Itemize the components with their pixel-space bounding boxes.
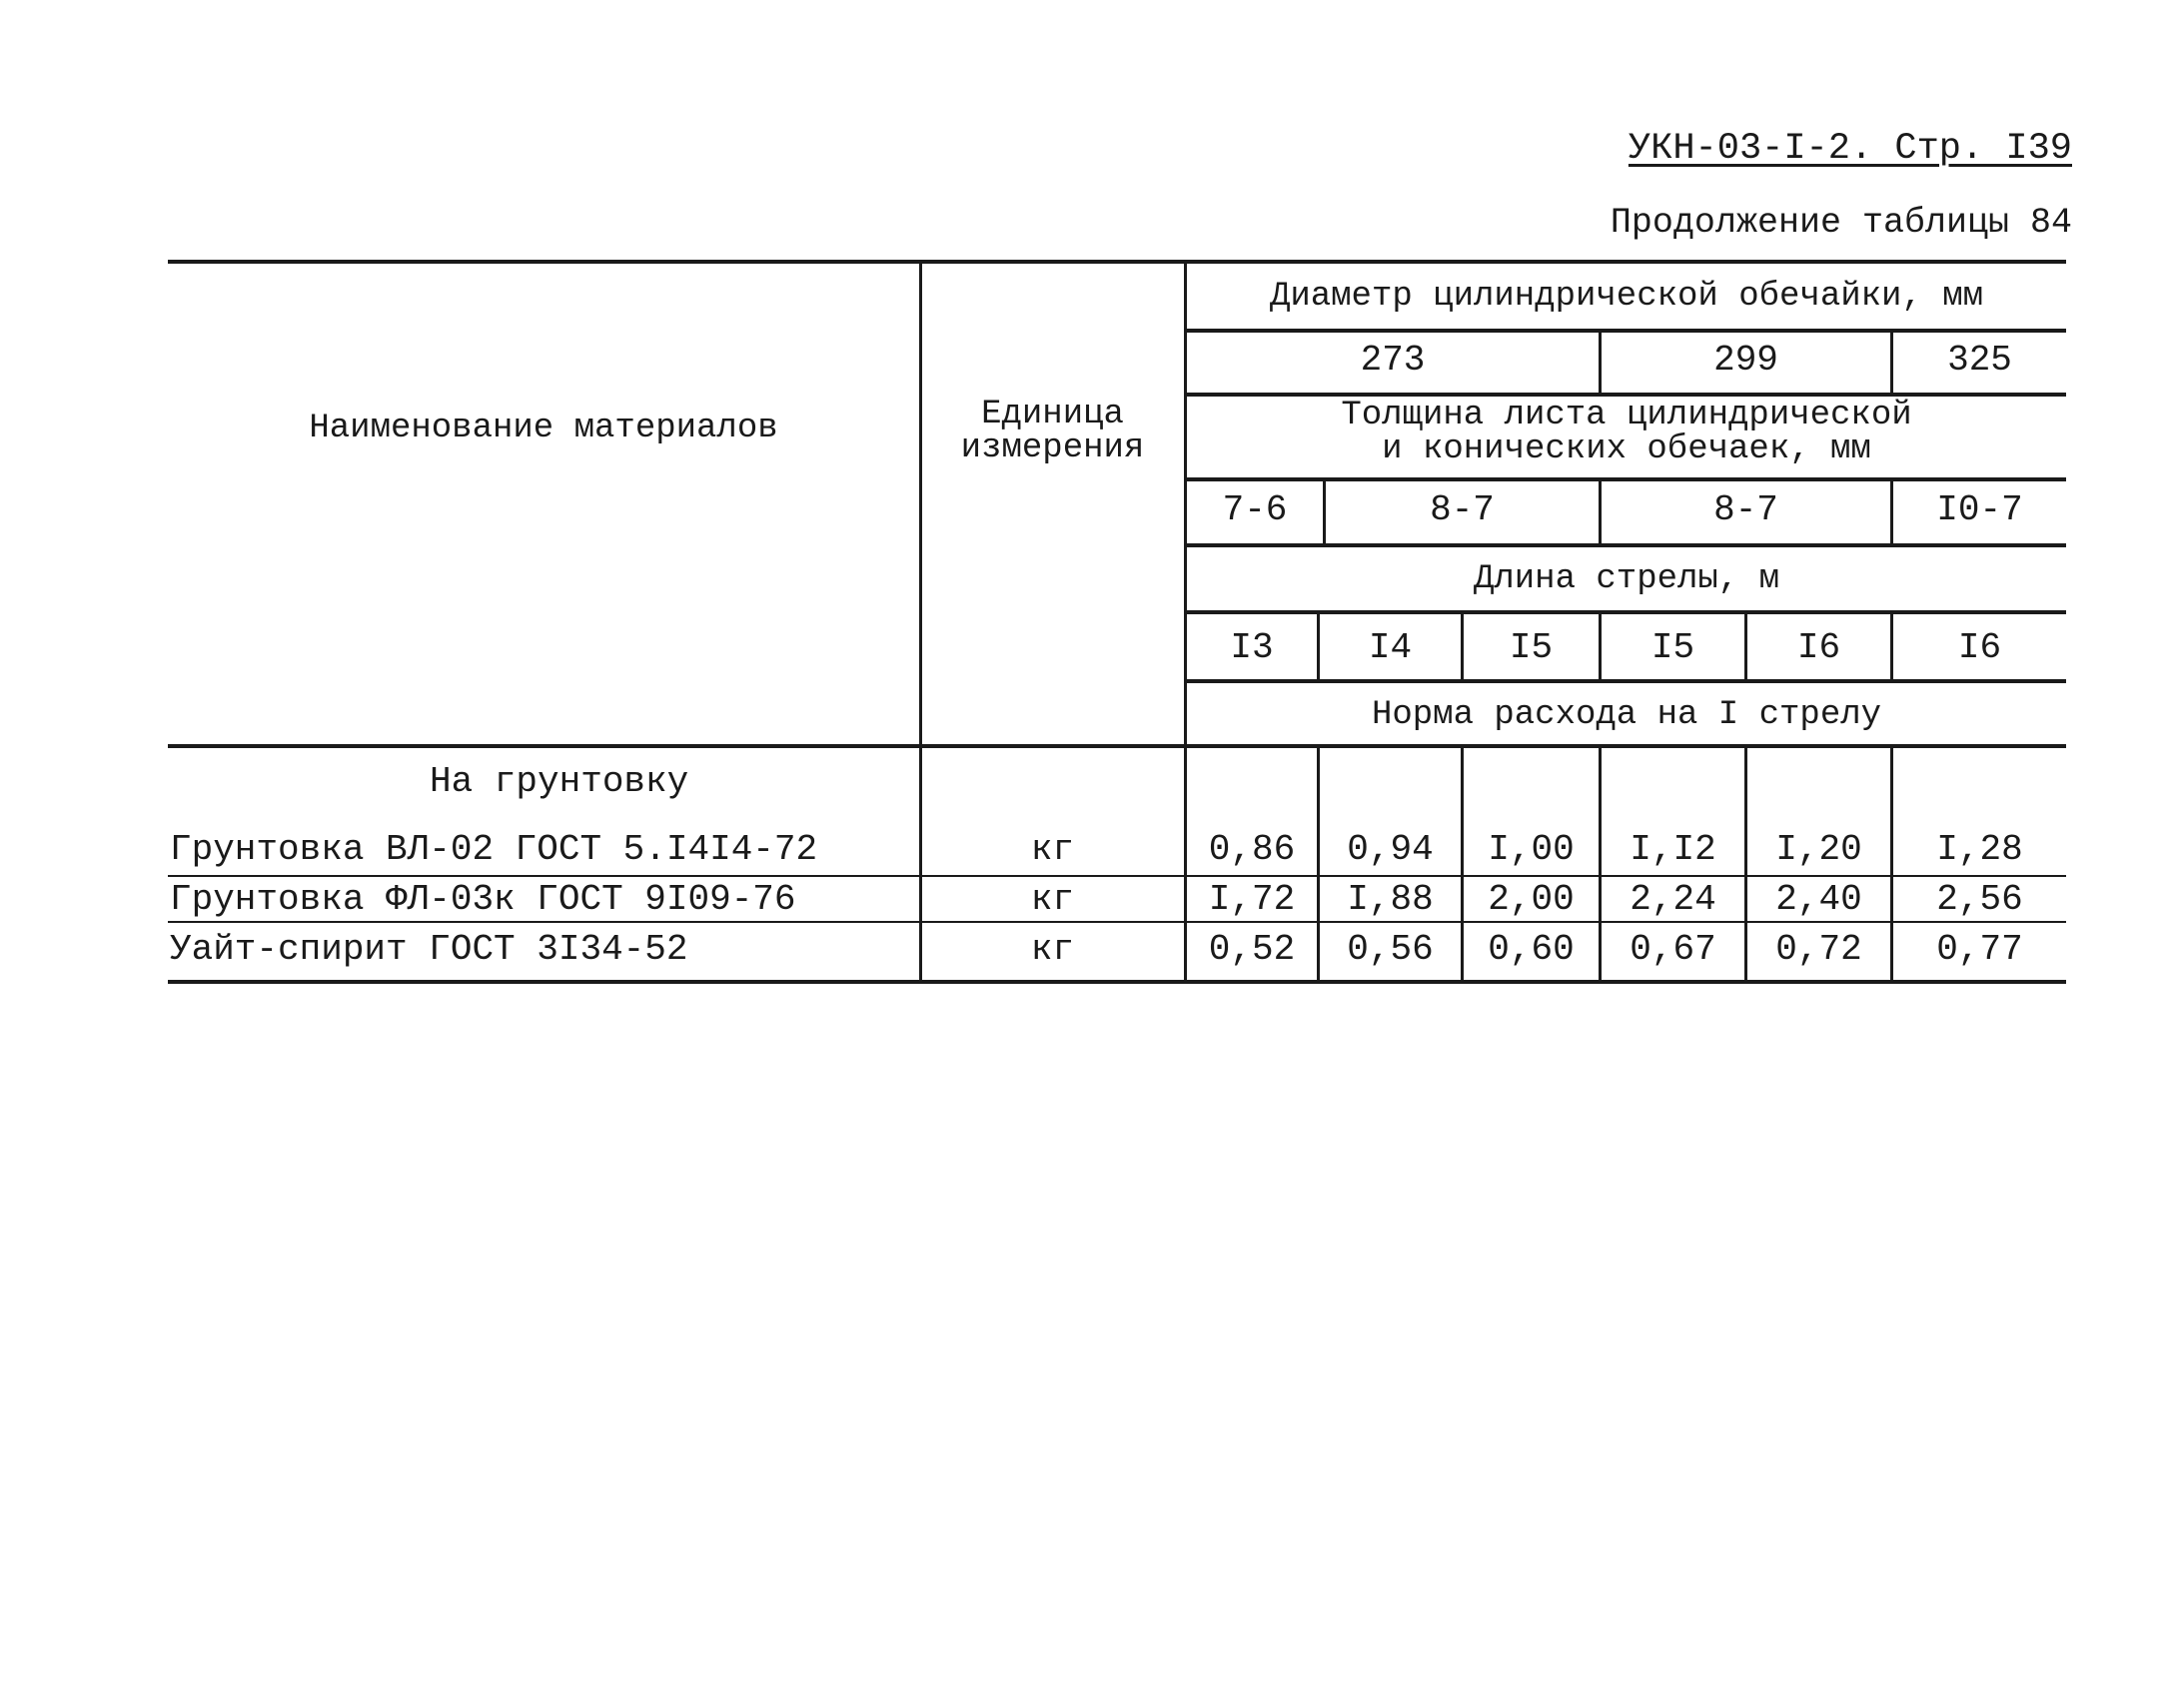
rule-below-thickness-header [1184, 477, 2066, 481]
row-3-value-6: 0,77 [1936, 929, 2023, 970]
row-1-value-3: I,00 [1488, 829, 1575, 870]
rule-below-row-1 [168, 875, 2066, 877]
row-2-value-6: 2,56 [1936, 879, 2023, 920]
length-1: I3 [1230, 627, 1274, 668]
row-3-value-5: 0,72 [1775, 929, 1862, 970]
row-1-value-5: I,20 [1775, 829, 1862, 870]
length-2: I4 [1368, 627, 1413, 668]
rule-below-row-2 [168, 921, 2066, 923]
norm-header: Норма расхода на I стрелу [1371, 696, 1882, 734]
table-top-rule [168, 260, 2066, 264]
diameter-273: 273 [1360, 340, 1426, 381]
thickness-header-line2: и конических обечаек, мм [1382, 430, 1871, 468]
diameter-299: 299 [1713, 340, 1778, 381]
diameter-header: Диаметр цилиндрической обечайки, мм [1269, 278, 1984, 316]
row-2-value-2: I,88 [1347, 879, 1434, 920]
row-3-value-1: 0,52 [1208, 929, 1296, 970]
diameter-325: 325 [1947, 340, 2012, 381]
row-3-unit: кг [1030, 929, 1075, 970]
row-1-value-1: 0,86 [1208, 829, 1296, 870]
row-2-unit: кг [1030, 879, 1075, 920]
row-2-value-4: 2,24 [1630, 879, 1716, 920]
section-title: На грунтовку [430, 761, 689, 802]
column-header-unit-line2: измерения [960, 429, 1145, 467]
row-1-value-4: I,I2 [1630, 829, 1716, 870]
row-2-name: Грунтовка ФЛ-03к ГОСТ 9I09-76 [170, 879, 796, 920]
row-3-name: Уайт-спирит ГОСТ 3I34-52 [170, 929, 688, 970]
document-code: УКН-03-I-2. Стр. I39 [1628, 128, 2072, 170]
row-1-unit: кг [1030, 829, 1075, 870]
row-3-value-4: 0,67 [1630, 929, 1716, 970]
thickness-4: I0-7 [1936, 489, 2023, 530]
table-continuation-caption: Продолжение таблицы 84 [1610, 203, 2072, 243]
thickness-3: 8-7 [1713, 489, 1778, 530]
thickness-1: 7-6 [1222, 489, 1288, 530]
thickness-header-line1: Толщина листа цилиндрической [1341, 397, 1912, 434]
length-5: I6 [1796, 627, 1841, 668]
row-2-value-1: I,72 [1208, 879, 1296, 920]
table-bottom-rule [168, 980, 2066, 984]
thickness-2: 8-7 [1430, 489, 1495, 530]
length-6: I6 [1957, 627, 2002, 668]
row-1-value-2: 0,94 [1347, 829, 1434, 870]
row-2-value-3: 2,00 [1488, 879, 1575, 920]
row-3-value-2: 0,56 [1347, 929, 1434, 970]
rule-after-name-col [919, 262, 922, 982]
column-header-material-name: Наименование материалов [309, 410, 778, 447]
rule-below-diameter-header [1184, 329, 2066, 333]
row-1-value-6: I,28 [1936, 829, 2023, 870]
length-4: I5 [1650, 627, 1695, 668]
row-1-name: Грунтовка ВЛ-02 ГОСТ 5.I4I4-72 [170, 829, 818, 870]
row-2-value-5: 2,40 [1775, 879, 1862, 920]
column-header-unit-line1: Единица [981, 396, 1124, 433]
rule-below-thicknesses [1184, 543, 2066, 547]
rule-below-header [168, 744, 2066, 748]
length-3: I5 [1509, 627, 1554, 668]
length-header: Длина стрелы, м [1473, 560, 1780, 598]
row-3-value-3: 0,60 [1488, 929, 1575, 970]
